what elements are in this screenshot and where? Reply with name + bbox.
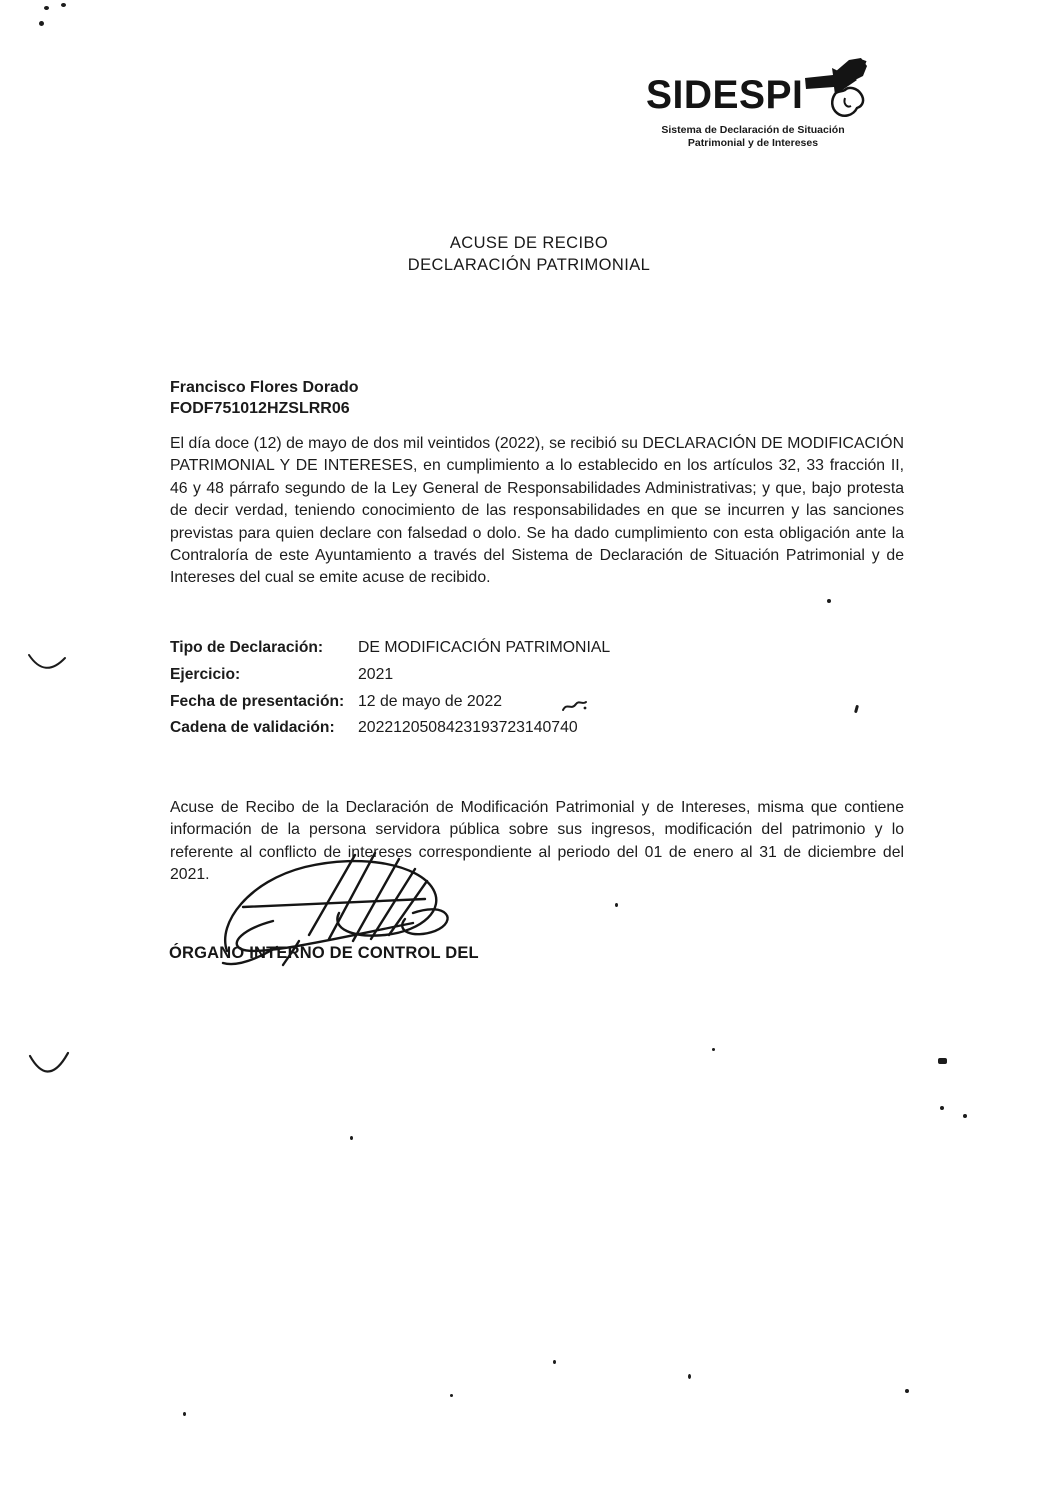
detail-row-ejercicio (170, 666, 790, 686)
scan-speck (905, 1389, 909, 1393)
detail-label: Tipo de Declaración: (170, 639, 324, 656)
scan-speck (938, 1058, 947, 1064)
scan-speck (963, 1114, 967, 1118)
detail-value: 12 de mayo de 2022 (358, 692, 503, 710)
scan-speck (39, 21, 44, 26)
detail-label: Cadena de validación: (170, 719, 335, 737)
detail-value: 2021 (358, 665, 394, 683)
pen-squiggle-mark (561, 699, 589, 719)
scan-speck (688, 1374, 691, 1379)
logo-tagline-1: Sistema de Declaración de Situación (661, 124, 845, 136)
declaration-details (170, 639, 790, 746)
logo-tagline-2: Patrimonial y de Intereses (687, 137, 819, 149)
title-line-1: ACUSE DE RECIBO (449, 234, 609, 252)
recipient-name: Francisco Flores Dorado (170, 379, 359, 396)
recipient-id: FODF751012HZSLRR06 (170, 400, 350, 417)
scan-speck (940, 1106, 944, 1110)
title-line-2: DECLARACIÓN PATRIMONIAL (407, 256, 651, 274)
scan-artifact-arc (25, 651, 69, 684)
detail-row-tipo (170, 639, 790, 659)
detail-row-fecha (170, 693, 790, 713)
scan-speck (553, 1360, 556, 1364)
sidespi-logo (646, 70, 871, 150)
detail-label: Ejercicio: (170, 665, 241, 683)
scan-speck (615, 903, 618, 907)
detail-value: 2022120508423193723140740 (358, 719, 578, 737)
scan-speck (44, 6, 49, 10)
recipient-block (170, 377, 359, 419)
scan-artifact-arc (25, 1048, 73, 1087)
body-paragraph: El día doce (12) de mayo de dos mil veintidos (2022), se recibió su DECLARACIÓN DE MODIFICACIÓN PATRIMONIAL Y DE INTERESES, en cumplimiento a lo establecido en los artículos 32, 33 fracción II, 46 y 48 párrafo segundo de la Ley General de Responsabilidades Administrativas; y que, bajo protesta de decir verdad, teniendo conocimiento de las responsabilidades en que se incurren y las sanciones previstas para quien declare con falsedad o dolo. Se ha dado cumplimiento con esta obligación ante la Contraloría de este Ayuntamiento a través del Sistema de Declaración de Situación Patrimonial y de Intereses del cual se emite acuse de recibido. (170, 435, 904, 587)
scan-speck (827, 599, 831, 603)
detail-label: Fecha de presentación: (170, 692, 345, 710)
document-title (0, 232, 1058, 276)
scan-speck (61, 3, 66, 7)
arrow-map-icon (805, 58, 869, 125)
detail-row-cadena (170, 719, 790, 739)
scan-speck (350, 1136, 353, 1140)
scan-speck (854, 705, 859, 714)
scan-speck (450, 1394, 453, 1397)
logo-brand-text: SIDESPI (646, 73, 804, 118)
signatory-line: ÓRGANO INTERNO DE CONTROL DEL (169, 944, 479, 962)
scan-speck (712, 1048, 715, 1051)
detail-value: DE MODIFICACIÓN PATRIMONIAL (358, 639, 611, 656)
scan-speck (183, 1412, 186, 1416)
closing-paragraph: Acuse de Recibo de la Declaración de Modificación Patrimonial y de Intereses, misma que contiene información de la persona servidora pública sobre sus ingresos, modificación del patrimonio y lo referente al conflicto de intereses correspondiente al periodo del 01 de enero al 31 de diciembre del 2021. (170, 799, 904, 884)
